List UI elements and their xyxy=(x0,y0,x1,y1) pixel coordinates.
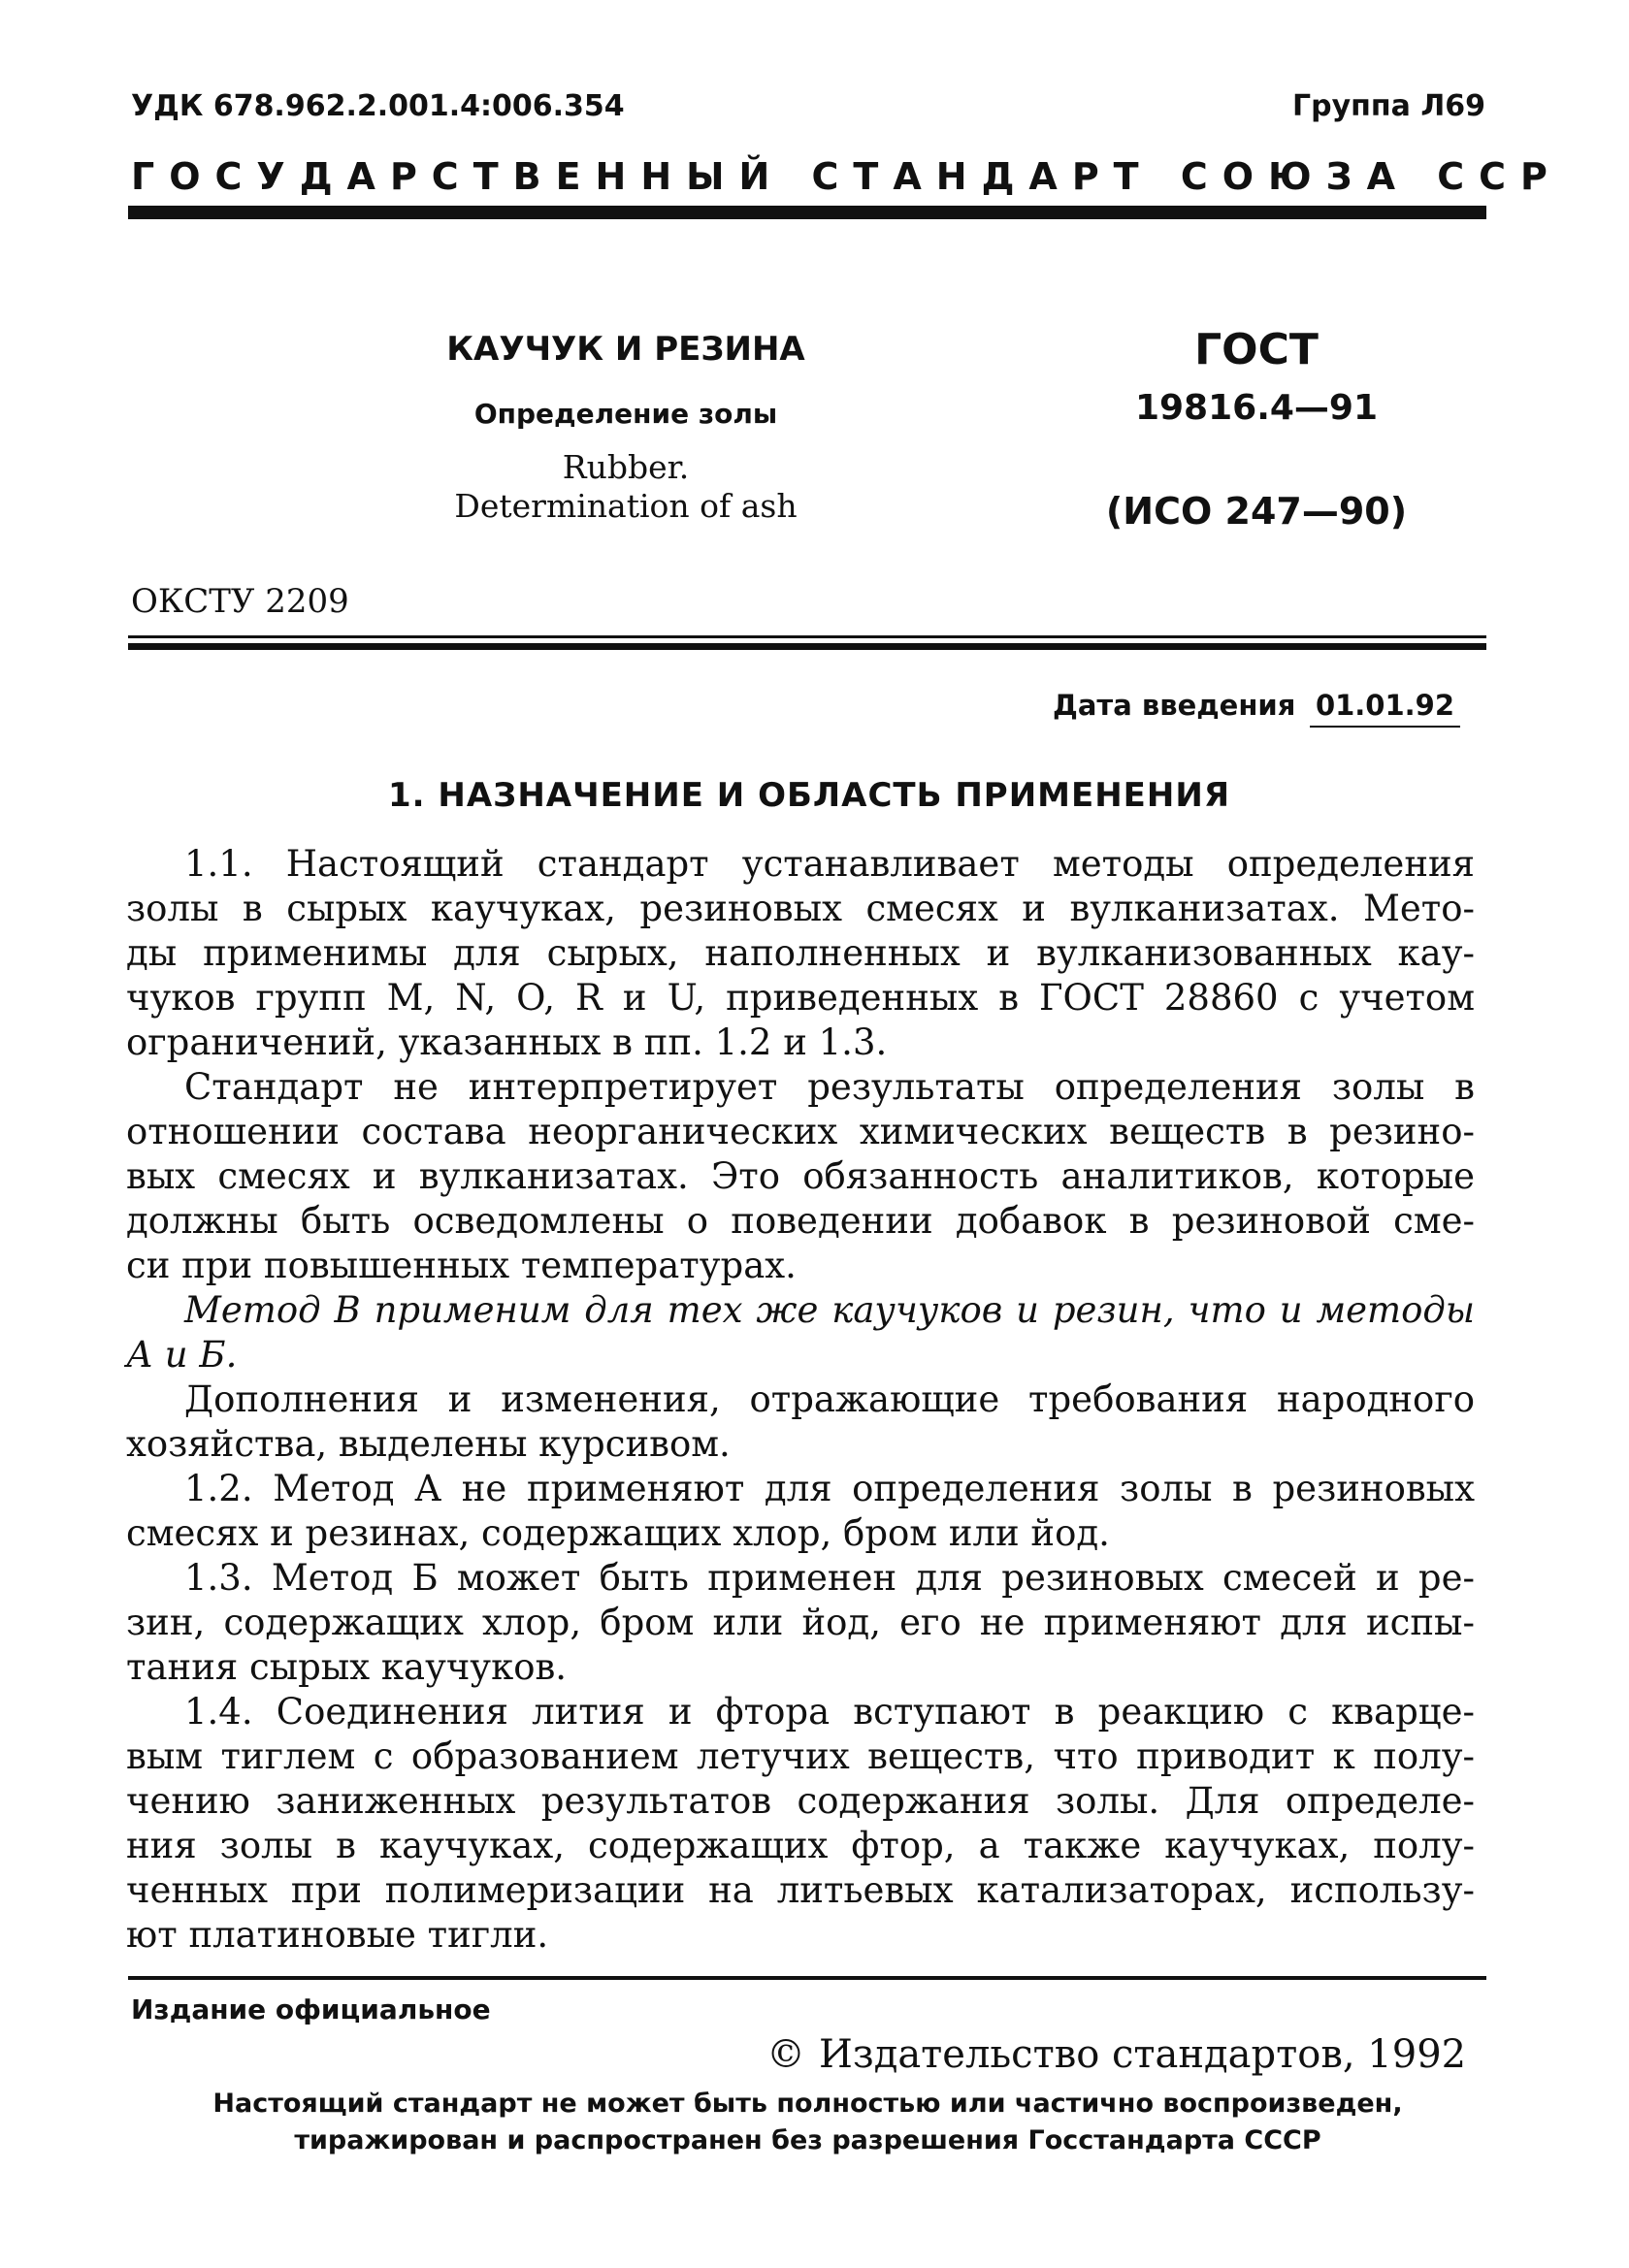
body-line: смесях и резинах, содержащих хлор, бром или йод. xyxy=(126,1512,1110,1554)
body-line: должны быть осведомлены о поведении добавок в резиновой сме- xyxy=(126,1200,1475,1242)
body-line: 1.4. Соединения лития и фтора вступают в реакцию с кварце- xyxy=(184,1691,1475,1733)
copyright-icon: © xyxy=(766,2032,805,2077)
reproduction-notice xyxy=(126,2086,1489,2159)
state-standard-heading: ГОСУДАРСТВЕННЫЙ СТАНДАРТ СОЮЗА ССР xyxy=(131,155,1562,198)
notice-line-1: Настоящий стандарт не может быть полностью или частично воспроизведен, xyxy=(212,2089,1403,2119)
body-line: зин, содержащих хлор, бром или йод, его не применяют для испы- xyxy=(126,1602,1475,1643)
body-line: чуков групп M, N, O, R и U, приведенных в ГОСТ 28860 с учетом xyxy=(126,977,1475,1019)
header-rule xyxy=(128,206,1486,219)
copyright-line xyxy=(766,2032,1466,2077)
body-line: ют платиновые тигли. xyxy=(126,1914,549,1956)
introduction-date: 01.01.92 xyxy=(1310,689,1460,728)
body-line: си при повышенных температурах. xyxy=(126,1245,797,1286)
body-line: вым тиглем с образованием летучих веществ, что приводит к полу- xyxy=(126,1735,1475,1777)
iso-number: (ИСО 247—90) xyxy=(1105,490,1408,533)
body-line: золы в сырых каучуках, резиновых смесях и вулканизатах. Мето- xyxy=(126,888,1475,929)
body-line-italic: Метод В применим для тех же каучуков и резин, что и методы xyxy=(184,1289,1475,1331)
title-rule-thin xyxy=(128,635,1486,638)
footer-rule xyxy=(128,1976,1486,1980)
section-heading: 1. НАЗНАЧЕНИЕ И ОБЛАСТЬ ПРИМЕНЕНИЯ xyxy=(388,776,1230,815)
body-line: ния золы в каучуках, содержащих фтор, а также каучуках, полу- xyxy=(126,1825,1475,1866)
body-line: Дополнения и изменения, отражающие требования народного xyxy=(184,1378,1475,1420)
body-line: вых смесях и вулканизатах. Это обязанность аналитиков, которые xyxy=(126,1155,1475,1197)
body-line: ченных при полимеризации на литьевых катализаторах, использу- xyxy=(126,1869,1475,1911)
body-line: хозяйства, выделены курсивом. xyxy=(126,1423,731,1465)
body-line: ограничений, указанных в пп. 1.2 и 1.3. xyxy=(126,1021,888,1063)
gost-number: 19816.4—91 xyxy=(1134,388,1379,428)
body-line-italic: А и Б. xyxy=(126,1334,238,1376)
oksty-code: ОКСТУ 2209 xyxy=(131,582,349,621)
body-line: 1.2. Метод А не применяют для определения золы в резиновых xyxy=(184,1468,1475,1509)
body-line: чению заниженных результатов содержания золы. Для определе- xyxy=(126,1780,1475,1822)
gost-label: ГОСТ xyxy=(1194,325,1319,374)
body-line: ды применимы для сырых, наполненных и вулканизованных кау- xyxy=(126,932,1475,974)
copyright-text: Издательство стандартов, 1992 xyxy=(819,2032,1467,2077)
introduction-date-label: Дата введения xyxy=(1053,689,1296,722)
body-line: Стандарт не интерпретирует результаты определения золы в xyxy=(184,1066,1475,1108)
title-rule-thick xyxy=(128,643,1486,650)
group-code: Группа Л69 xyxy=(1292,89,1485,123)
english-title-line-2: Determination of ash xyxy=(454,487,798,525)
official-edition-label: Издание официальное xyxy=(131,1993,491,2025)
english-title-line-1: Rubber. xyxy=(562,448,690,486)
section-body xyxy=(126,842,1475,1958)
body-line: тания сырых каучуков. xyxy=(126,1646,568,1688)
english-title xyxy=(407,448,844,526)
document-subtitle: Определение золы xyxy=(473,398,778,430)
body-line: отношении состава неорганических химических веществ в резино- xyxy=(126,1111,1475,1152)
body-line: 1.1. Настоящий стандарт устанавливает методы определения xyxy=(184,843,1475,885)
udk-code: УДК 678.962.2.001.4:006.354 xyxy=(131,89,625,123)
body-line: 1.3. Метод Б может быть применен для резиновых смесей и ре- xyxy=(184,1557,1475,1599)
notice-line-2: тиражирован и распространен без разрешения Госстандарта СССР xyxy=(294,2125,1321,2155)
document-title: КАУЧУК И РЕЗИНА xyxy=(446,330,805,369)
